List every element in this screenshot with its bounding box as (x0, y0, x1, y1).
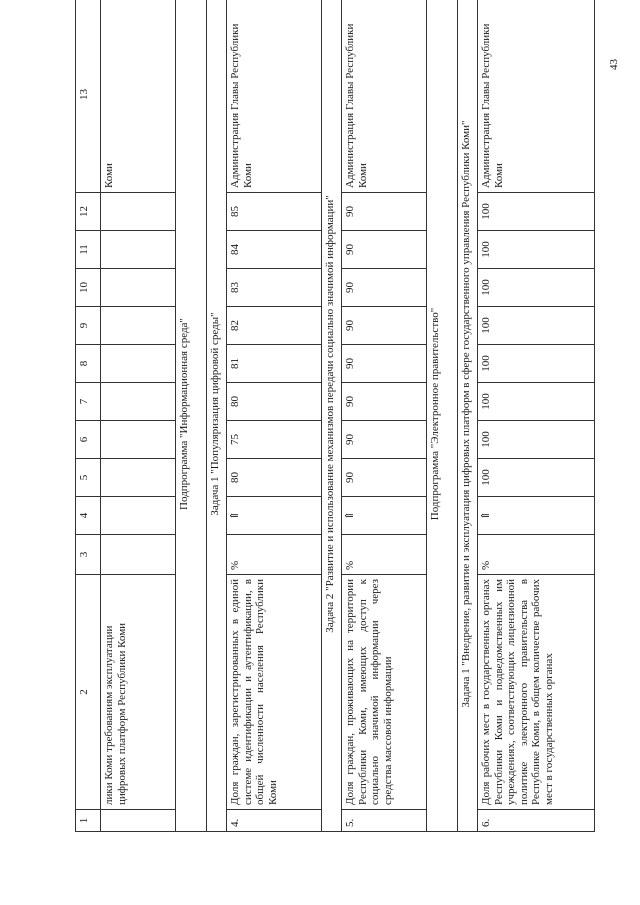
value-cell: 100 (478, 307, 595, 345)
header-cell: 8 (76, 345, 101, 383)
value-cell: 100 (478, 193, 595, 231)
value-cell: 80 (227, 383, 322, 421)
task-row (458, 0, 478, 832)
indicator-name: лики Коми требованиям эксплуатации цифровых платформ Республики Коми (101, 575, 176, 810)
direction-arrow-icon: ⇑ (342, 497, 427, 535)
header-cell: 12 (76, 193, 101, 231)
value-cell: 90 (342, 459, 427, 497)
header-cell: 2 (76, 575, 101, 810)
header-cell: 9 (76, 307, 101, 345)
table-row (342, 0, 427, 832)
value-cell: 82 (227, 307, 322, 345)
subprogram-row (427, 0, 458, 832)
task-row (322, 0, 342, 832)
task-row (207, 0, 227, 832)
header-cell: 7 (76, 383, 101, 421)
header-row (76, 0, 101, 832)
indicator-name: Доля рабочих мест в государственных органах Республики Коми и подведомственных им учреждениях, соответствующих лицензионной политике электронного правительства в Республике Коми, в общем количестве рабочих мест в государственных органах (478, 575, 595, 810)
unit: % (342, 535, 427, 575)
subprogram-row (176, 0, 207, 832)
executor: Коми (101, 0, 176, 193)
direction-arrow-icon: ⇑ (227, 497, 322, 535)
row-number: 6. (478, 810, 595, 832)
value-cell: 100 (478, 231, 595, 269)
task-title: Задача 1 "Популяризация цифровой среды" (207, 0, 227, 832)
header-cell: 10 (76, 269, 101, 307)
value-cell: 100 (478, 345, 595, 383)
indicators-table (75, 0, 595, 832)
header-cell: 13 (76, 0, 101, 193)
value-cell: 83 (227, 269, 322, 307)
unit: % (478, 535, 595, 575)
value-cell: 81 (227, 345, 322, 383)
indicator-name: Доля граждан, проживающих на территории Республики Коми, имеющих доступ к социально значимой информации через средства массовой информации (342, 575, 427, 810)
task-title: Задача 1 "Внедрение, развитие и эксплуатация цифровых платформ в сфере государственного управления Республики Коми" (458, 0, 478, 832)
value-cell: 90 (342, 383, 427, 421)
value-cell: 90 (342, 231, 427, 269)
value-cell: 90 (342, 193, 427, 231)
page-number: 43 (608, 59, 620, 70)
direction-arrow-icon: ⇑ (478, 497, 595, 535)
value-cell: 100 (478, 459, 595, 497)
task-title: Задача 2 "Развитие и использование механизмов передачи социально значимой информации" (322, 0, 342, 832)
header-cell: 1 (76, 810, 101, 832)
unit: % (227, 535, 322, 575)
header-cell: 3 (76, 535, 101, 575)
executor: Администрация Главы Республики Коми (227, 0, 322, 193)
table-row (478, 0, 595, 832)
table-row (227, 0, 322, 832)
subprogram-title: Подпрограмма "Информационная среда" (176, 0, 207, 832)
continuation-row (101, 0, 176, 832)
rotated-table-container (75, 23, 628, 832)
header-cell: 6 (76, 421, 101, 459)
value-cell: 90 (342, 307, 427, 345)
header-cell: 4 (76, 497, 101, 535)
value-cell: 100 (478, 421, 595, 459)
row-number: 5. (342, 810, 427, 832)
executor: Администрация Главы Республики Коми (478, 0, 595, 193)
executor: Администрация Главы Республики Коми (342, 0, 427, 193)
value-cell: 84 (227, 231, 322, 269)
row-number: 4. (227, 810, 322, 832)
value-cell: 100 (478, 383, 595, 421)
subprogram-title: Подпрограмма "Электронное правительство" (427, 0, 458, 832)
header-cell: 5 (76, 459, 101, 497)
value-cell: 90 (342, 269, 427, 307)
value-cell: 80 (227, 459, 322, 497)
value-cell: 100 (478, 269, 595, 307)
indicator-name: Доля граждан, зарегистрированных в единой системе идентификации и аутентификации, в общей численности населения Республики Коми (227, 575, 322, 810)
value-cell: 90 (342, 345, 427, 383)
header-cell: 11 (76, 231, 101, 269)
value-cell: 90 (342, 421, 427, 459)
value-cell: 85 (227, 193, 322, 231)
value-cell: 75 (227, 421, 322, 459)
